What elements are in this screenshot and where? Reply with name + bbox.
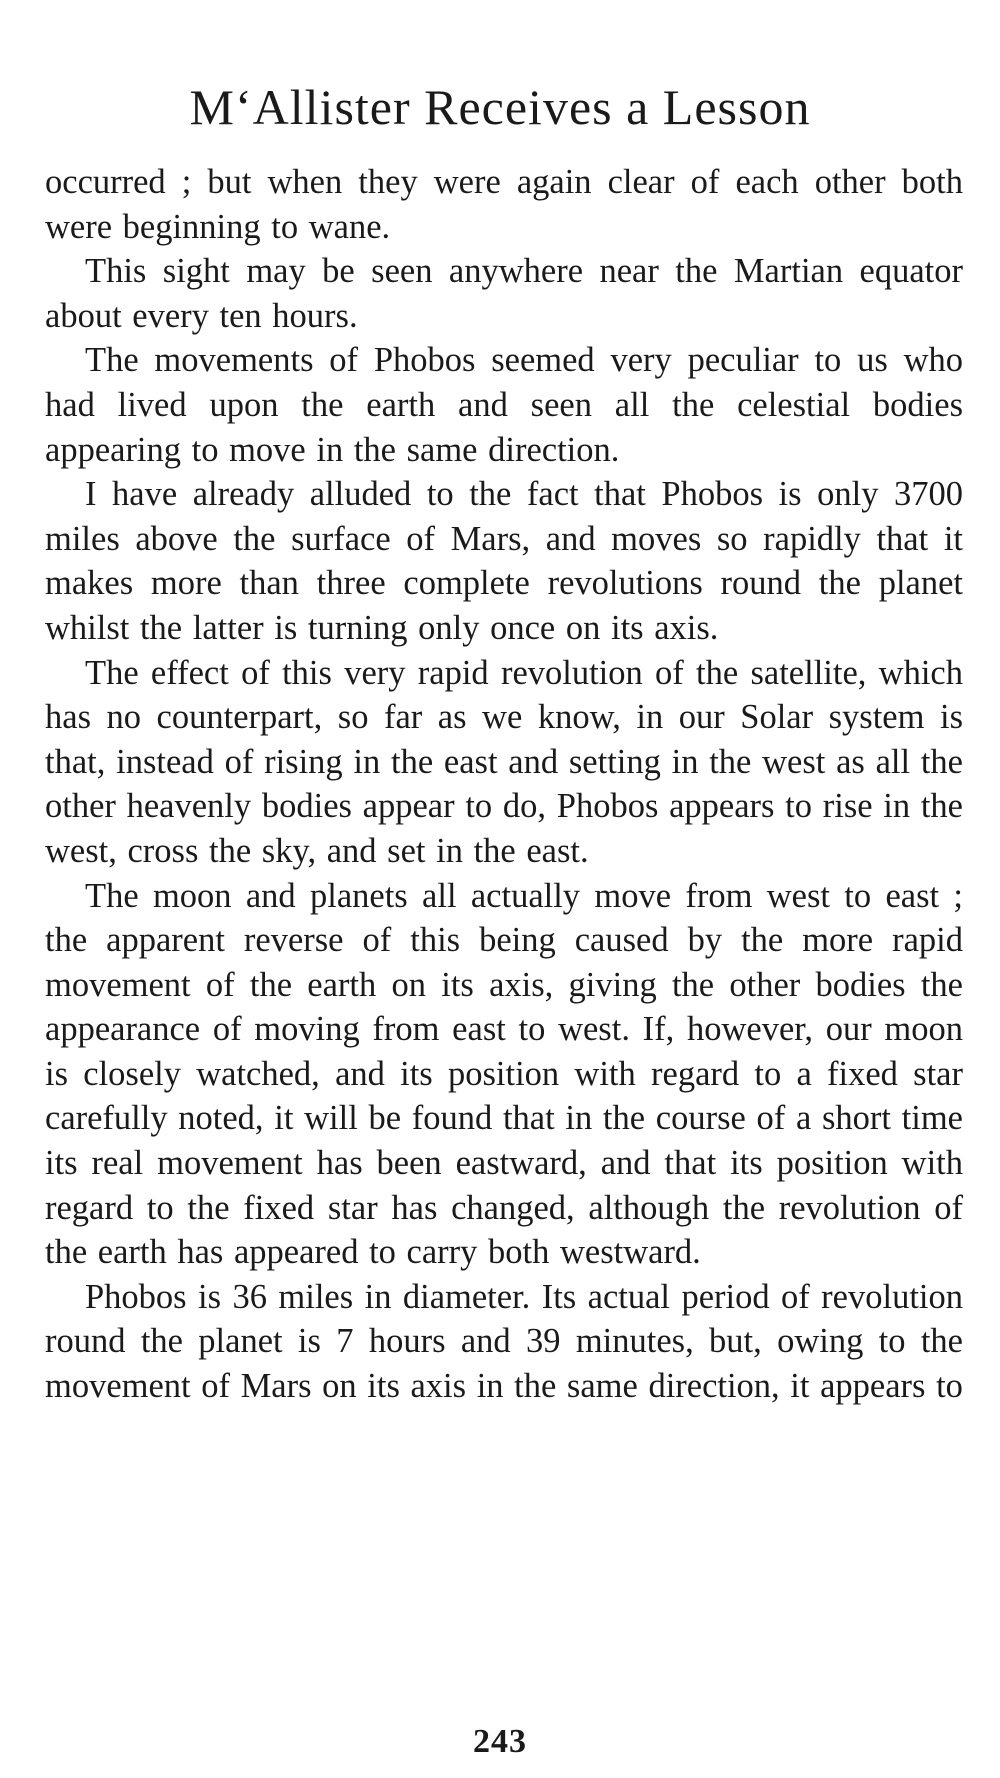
page-number: 243 xyxy=(473,1723,527,1760)
paragraph: The movements of Phobos seemed very peculiar to us who had lived upon the earth and seen all the celestial bodies appearing to move in the same direction. xyxy=(45,341,963,469)
paragraph-continued: occurred ; but when they were again clear of each other both were beginning to wane. xyxy=(45,163,963,246)
paragraph: This sight may be seen anywhere near the Martian equator about every ten hours. xyxy=(45,252,963,335)
paragraph: The moon and planets all actually move from west to east ; the apparent reverse of this being caused by the more rapid movement of the earth on its axis, giving the other bodies the appearance of moving from east to west. If, however, our moon is closely watched, and its position with regard to a fixed star carefully noted, it will be found that in the course of a short time its real movement has been eastward, and that its position with regard to the fixed star has changed, although the revolution of the earth has appeared to carry both westward. xyxy=(45,876,963,1272)
paragraph: The effect of this very rapid revolution of the satellite, which has no counterpart, so far as we know, in our Solar system is that, instead of rising in the east and setting in the west as all the other heavenly bodies appear to do, Phobos appears to rise in the west, cross the sky, and set in the east. xyxy=(45,653,963,870)
running-head: MʻAllister Receives a Lesson xyxy=(189,79,811,135)
paragraph: Phobos is 36 miles in diameter. Its actual period of revolution round the planet is 7 hours and 39 minutes, but, owing to the movement of Mars on its axis in the same direction, it appears to xyxy=(45,1277,963,1406)
paragraph: I have already alluded to the fact that Phobos is only 3700 miles above the surface of Mars, and moves so rapidly that it makes more than three complete revolutions round the planet whilst the latter is turning only once on its axis. xyxy=(45,475,963,647)
body-text xyxy=(45,160,963,1409)
